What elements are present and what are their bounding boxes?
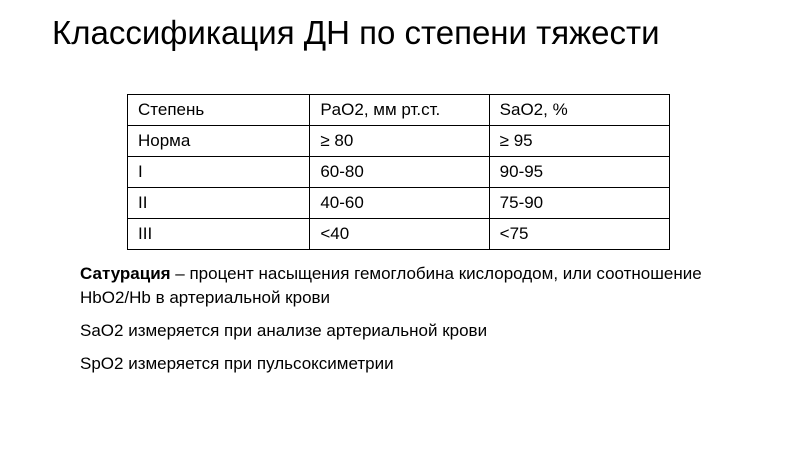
slide-title: Классификация ДН по степени тяжести [52,14,660,51]
table-row [128,126,670,157]
header-cell-grade: Степень [128,95,310,126]
notes-block [80,262,760,385]
table-cell-pao2: 60-80 [310,157,489,188]
header-cell-pao2: PaO2, мм рт.ст. [310,95,489,126]
table-cell-grade: I [128,157,310,188]
table-cell-pao2: <40 [310,219,489,250]
saturation-term: Сатурация [80,264,171,283]
table-cell-sao2: ≥ 95 [489,126,669,157]
table-cell-sao2: <75 [489,219,669,250]
table-row [128,219,670,250]
table-cell-pao2: ≥ 80 [310,126,489,157]
table-cell-grade: III [128,219,310,250]
table-row [128,157,670,188]
table-header-row [128,95,670,126]
table-cell-grade: II [128,188,310,219]
table-cell-sao2: 90-95 [489,157,669,188]
table-cell-pao2: 40-60 [310,188,489,219]
sao2-note: SaO2 измеряется при анализе артериальной крови [80,321,488,340]
saturation-definition-text: – процент насыщения гемоглобина кислородом, или соотношение HbO2/Hb в артериальной крови [80,264,702,307]
table-row [128,188,670,219]
severity-classification-table [127,94,670,250]
spo2-note: SpO2 измеряется при пульсоксиметрии [80,354,394,373]
saturation-definition [80,262,760,310]
table-cell-grade: Норма [128,126,310,157]
header-cell-sao2: SaO2, % [489,95,669,126]
table-cell-sao2: 75-90 [489,188,669,219]
